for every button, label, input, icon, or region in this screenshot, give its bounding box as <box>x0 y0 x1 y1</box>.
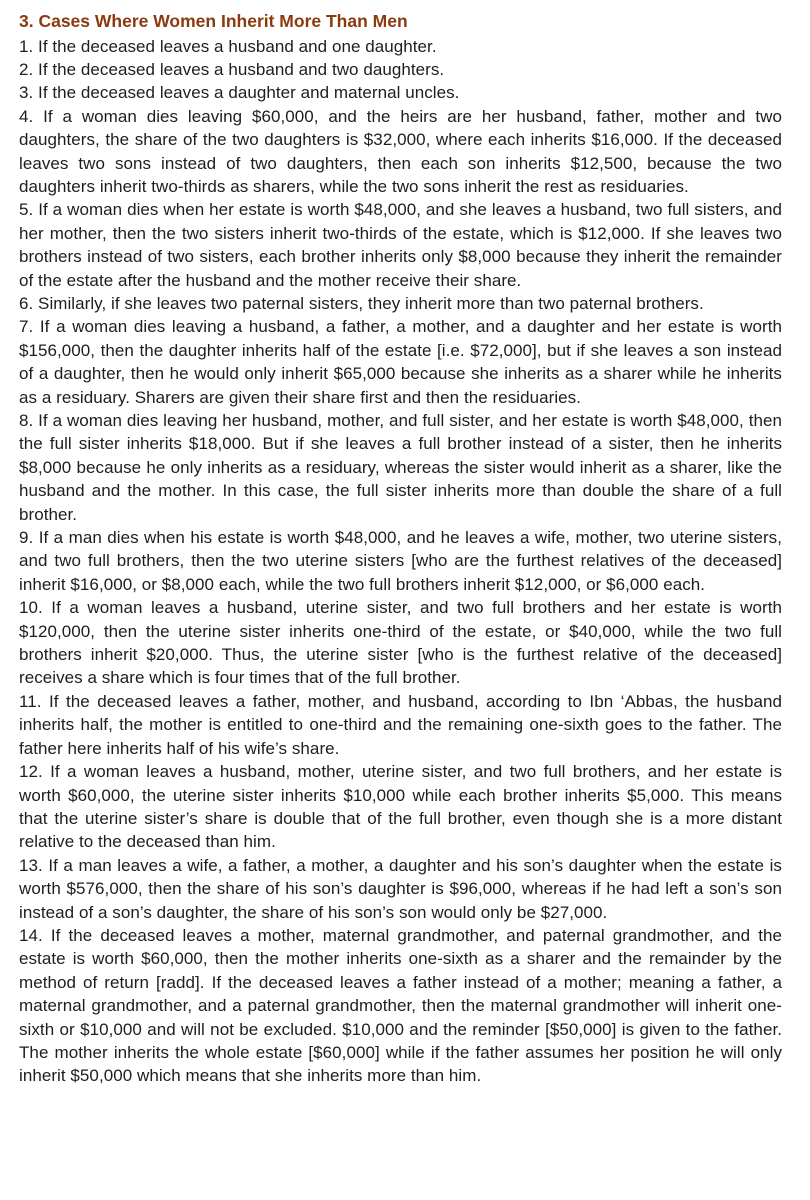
case-item-8: 8. If a woman dies leaving her husband, mother, and full sister, and her estate is worth $48,000, then the full sister inherits $18,000. But if she leaves a full brother instead of a sister, then he inherits $8,000 because he only inherits as a residuary, whereas the sister would inherit as a sharer, like the husband and the mother. In this case, the full sister inherits more than double the share of a full brother. <box>19 411 782 524</box>
case-item-11: 11. If the deceased leaves a father, mother, and husband, according to Ibn ‘Abbas, the husband inherits half, the mother is entitled to one-third and the remaining one-sixth goes to the father. The father here inherits half of his wife’s share. <box>19 691 782 758</box>
case-item-9: 9. If a man dies when his estate is worth $48,000, and he leaves a wife, mother, two uterine sisters, and two full brothers, then the two uterine sisters [who are the furthest relatives of the deceased] inherit $16,000, or $8,000 each, while the two full brothers inherit $12,000, or $6,000 each. <box>19 528 782 594</box>
case-item-5: 5. If a woman dies when her estate is worth $48,000, and she leaves a husband, two full sisters, and her mother, then the two sisters inherit two-thirds of the estate, which is $12,000. If she leaves two brothers instead of two sisters, each brother inherits only $8,000 because they inherit the remainder of the estate after the husband and the mother receive their share. <box>19 200 782 290</box>
case-item-6: 6. Similarly, if she leaves two paternal sisters, they inherit more than two paternal brothers. <box>19 293 704 313</box>
case-item-13: 13. If a man leaves a wife, a father, a mother, a daughter and his son’s daughter when the estate is worth $576,000, then the share of his son’s daughter is $96,000, whereas if he had left a son’s son instead of a son’s daughter, the share of his son’s son would only be $27,000. <box>19 855 782 922</box>
case-item-4: 4. If a woman dies leaving $60,000, and the heirs are her husband, father, mother and two daughters, the share of the two daughters is $32,000, where each inherits $16,000. If the deceased leaves two sons instead of two daughters, then each son inherits $12,500, because the two daughters inherit two-thirds as sharers, while the two sons inherit the rest as residuaries. <box>19 106 782 196</box>
case-item-1: 1. If the deceased leaves a husband and one daughter. <box>19 36 437 56</box>
case-item-10: 10. If a woman leaves a husband, uterine sister, and two full brothers and her estate is worth $120,000, then the uterine sister inherits one-third of the estate, or $40,000, while the two full brothers inherit $20,000. Thus, the uterine sister [who is the furthest relative of the deceased] receives a share which is four times that of the full brother. <box>19 598 782 688</box>
section-heading: 3. Cases Where Women Inherit More Than Men <box>19 11 408 31</box>
case-item-7: 7. If a woman dies leaving a husband, a father, a mother, and a daughter and her estate is worth $156,000, then the daughter inherits half of the estate [i.e. $72,000], but if she leaves a son instead of a daughter, then he would only inherit $65,000 because she inherits as a sharer while he inherits as a residuary. Sharers are given their share first and then the residuaries. <box>19 317 782 407</box>
case-item-12: 12. If a woman leaves a husband, mother, uterine sister, and two full brothers, and her estate is worth $60,000, the uterine sister inherits $10,000 while each brother inherits $5,000. This means that the uterine sister’s share is double that of the full brother, even though she is a more distant relative to the deceased than him. <box>19 762 782 852</box>
case-item-14: 14. If the deceased leaves a mother, maternal grandmother, and paternal grandmother, and the estate is worth $60,000, then the mother inherits one-sixth as a sharer and the remainder by the method of return [radd]. If the deceased leaves a father instead of a mother; meaning a father, a maternal grandmother, and a paternal grandmother, then the maternal grandmother will inherit one-sixth or $10,000 and will not be excluded. $10,000 and the reminder [$50,000] is given to the father. The mother inherits the whole estate [$60,000] while if the father assumes her position he will only inherit $50,000 which means that she inherits more than him. <box>19 925 782 1086</box>
case-item-2: 2. If the deceased leaves a husband and two daughters. <box>19 59 445 79</box>
case-item-3: 3. If the deceased leaves a daughter and maternal uncles. <box>19 83 460 103</box>
